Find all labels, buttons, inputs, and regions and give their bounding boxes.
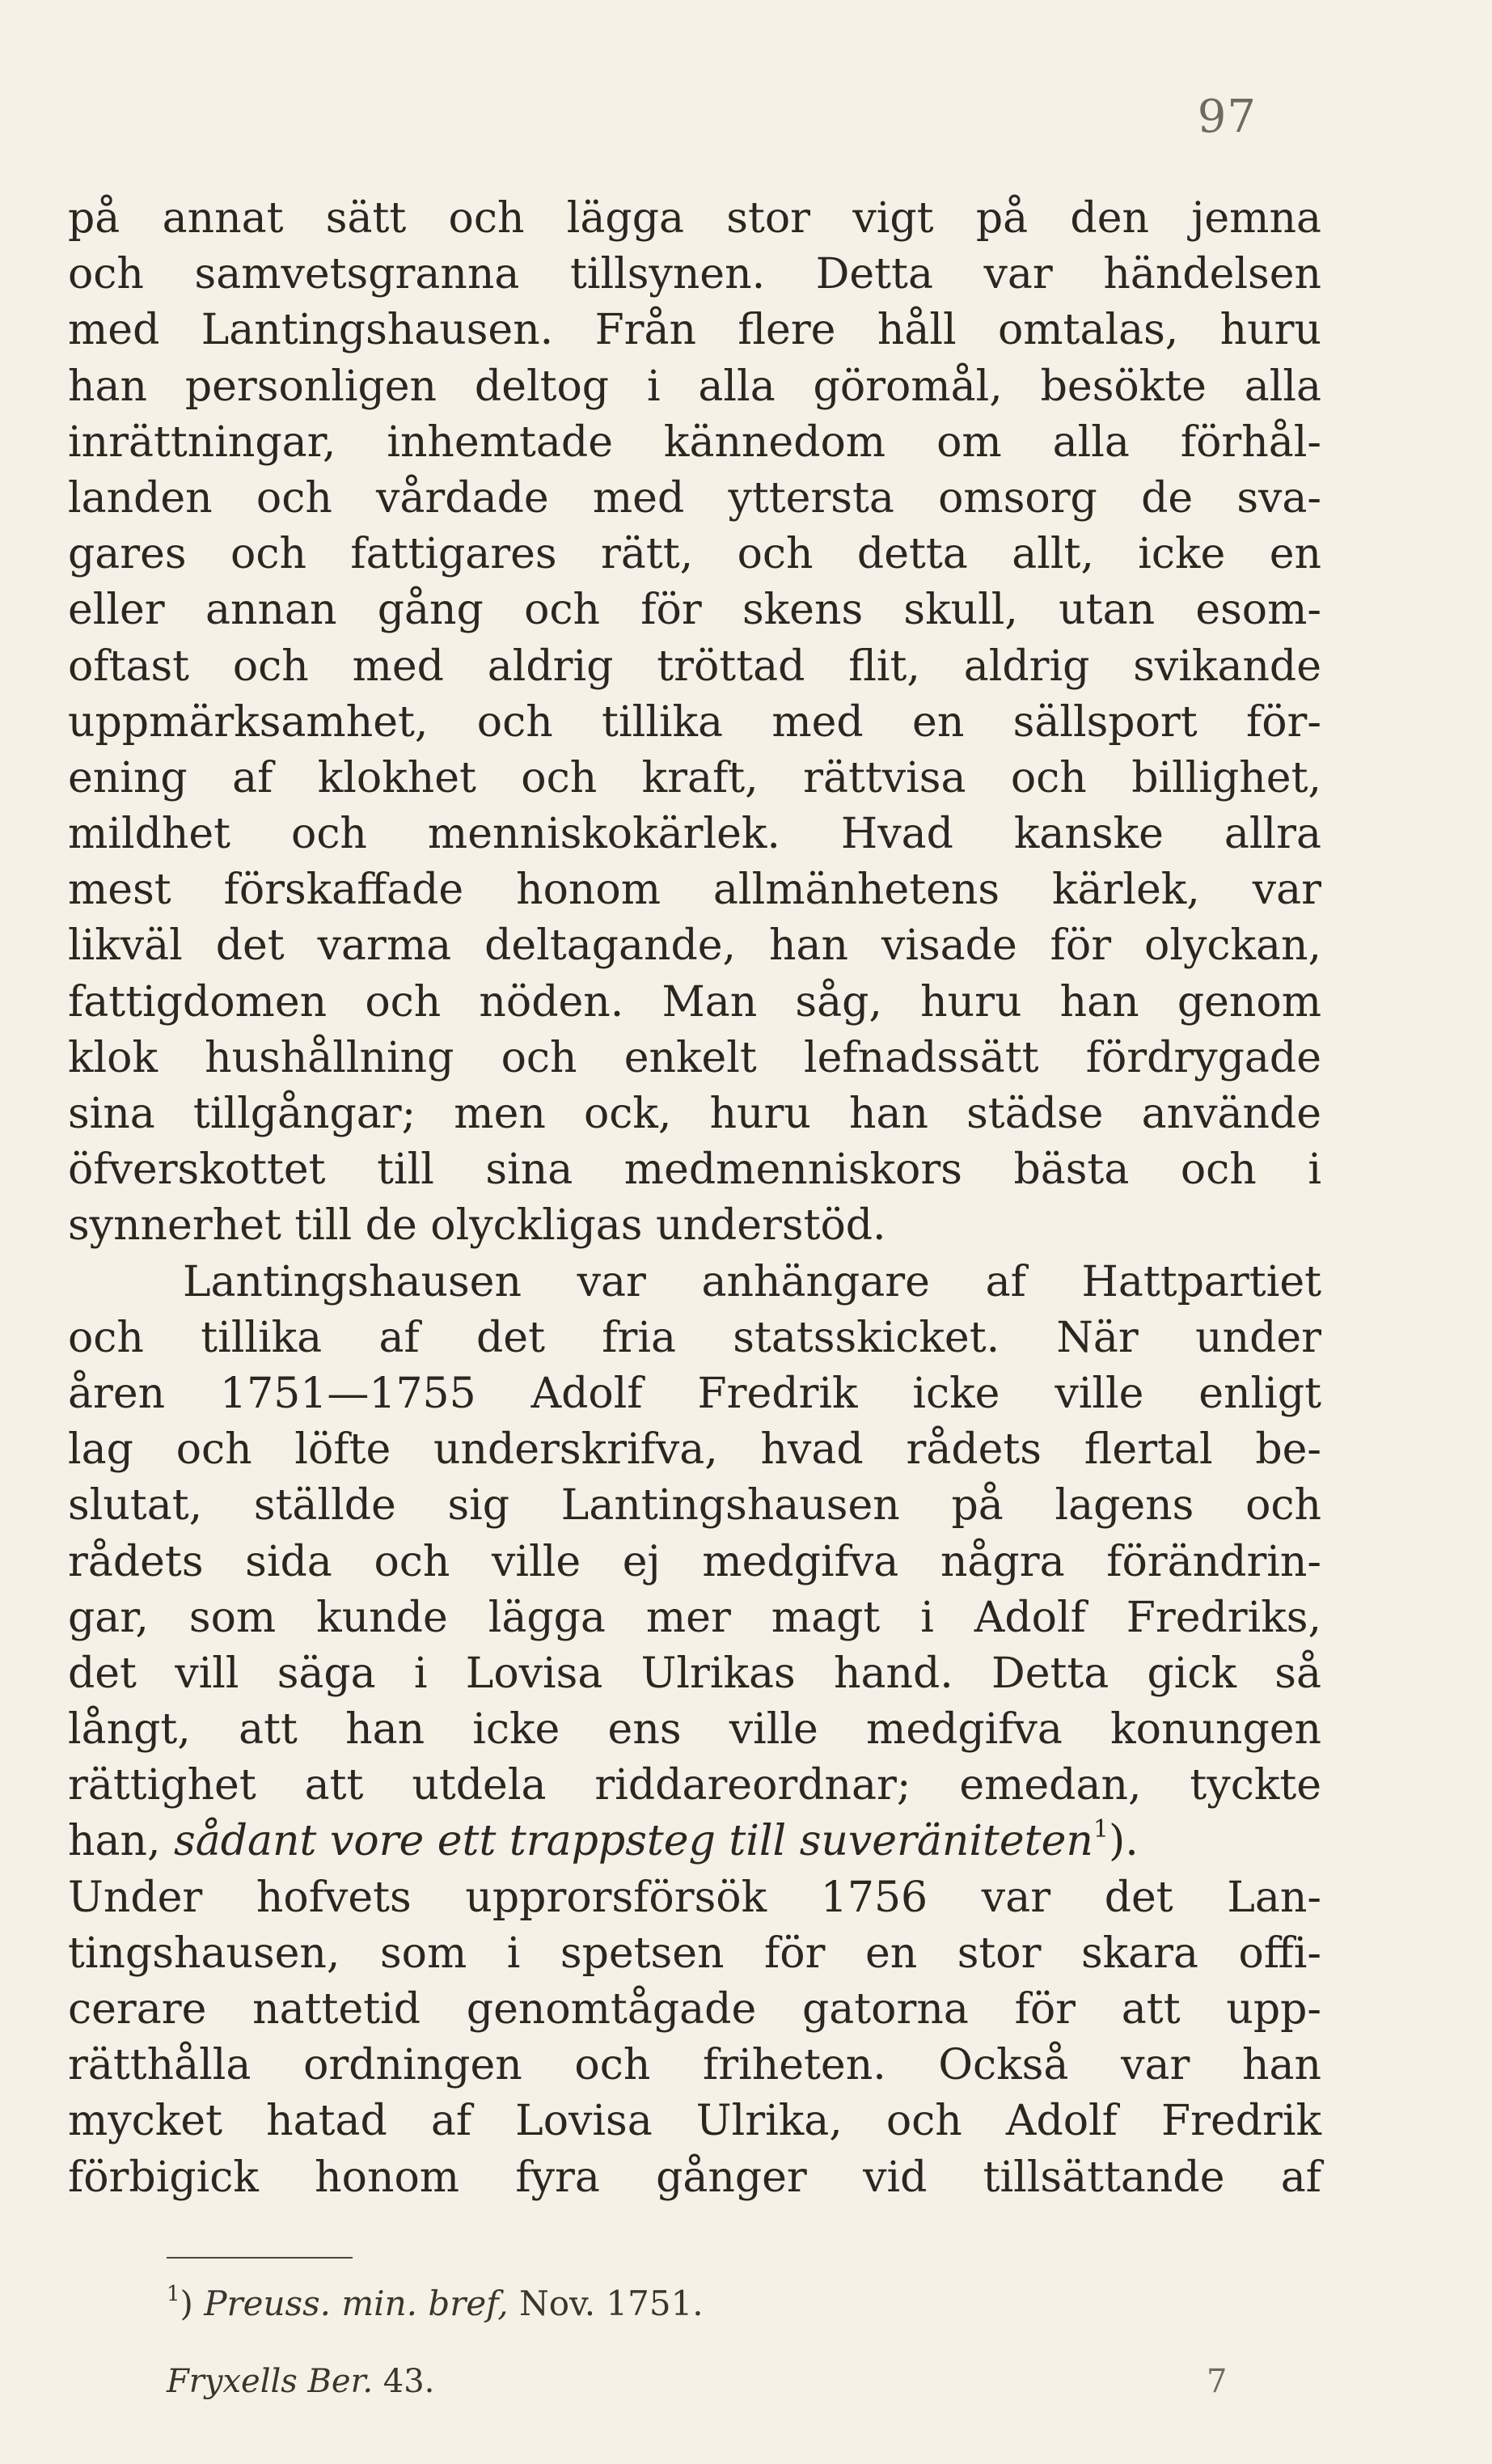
line-lead-text: han, xyxy=(68,1817,175,1866)
text-line: det vill säga i Lovisa Ulrikas hand. Detta gick så xyxy=(68,1649,1321,1698)
footnote-divider xyxy=(167,2257,353,2259)
text-line: tingshausen, som i spetsen för en stor skara offi- xyxy=(68,1928,1321,1978)
text-line: slutat, ställde sig Lantingshausen på lagens och xyxy=(68,1481,1321,1530)
signature-mark xyxy=(167,2360,434,2403)
text-line: klok hushållning och enkelt lefnadssätt fördrygade xyxy=(68,1033,1321,1082)
text-line: mest förskaffade honom allmänhetens kärlek, var xyxy=(68,866,1321,915)
text-line: cerare nattetid genomtågade gatorna för att upp- xyxy=(68,1985,1321,2034)
text-line: gares och fattigares rätt, och detta allt, icke en xyxy=(68,530,1321,579)
footnote-paren: ) xyxy=(180,2284,193,2323)
text-line: sina tillgångar; men ock, huru han städse använde xyxy=(68,1090,1321,1138)
text-line: likväl det varma deltagande, han visade för olyckan, xyxy=(68,921,1321,971)
text-line-with-footnote-ref xyxy=(68,1814,1321,1869)
text-line: landen och vårdade med yttersta omsorg de sva- xyxy=(68,473,1321,523)
body-text xyxy=(68,191,1321,2206)
text-line: långt, att han icke ens ville medgifva konungen xyxy=(68,1705,1321,1755)
text-line: och samvetsgranna tillsynen. Detta var händelsen xyxy=(68,250,1321,299)
text-line: oftast och med aldrig tröttad flit, aldrig svikande xyxy=(68,641,1321,691)
text-line: öfverskottet till sina medmenniskors bästa och i xyxy=(68,1145,1321,1195)
text-line: Under hofvets upprorsförsök 1756 var det Lan- xyxy=(68,1873,1321,1922)
footnote-marker: 1 xyxy=(167,2282,180,2306)
signature-volume: 43. xyxy=(383,2363,435,2400)
signature-name: Fryxells Ber. xyxy=(167,2363,374,2400)
page-number: 97 xyxy=(1197,91,1257,143)
sheet-number: 7 xyxy=(1207,2363,1228,2400)
line-tail-text: ). xyxy=(1108,1817,1139,1866)
text-line: rättighet att utdela riddareordnar; emedan, tyckte xyxy=(68,1761,1321,1810)
text-line: förbigick honom fyra gånger vid tillsättande af xyxy=(68,2153,1321,2202)
text-line: ening af klokhet och kraft, rättvisa och billighet, xyxy=(68,753,1321,802)
text-line: eller annan gång och för skens skull, utan esom- xyxy=(68,586,1321,635)
text-line: på annat sätt och lägga stor vigt på den jemna xyxy=(68,194,1321,243)
text-line: inrättningar, inhemtade kännedom om alla förhål- xyxy=(68,417,1321,467)
text-line: han personligen deltog i alla göromål, besökte alla xyxy=(68,362,1321,411)
text-line: med Lantingshausen. Från flere håll omtalas, huru xyxy=(68,306,1321,355)
text-line: lag och löfte underskrifva, hvad rådets flertal be- xyxy=(68,1425,1321,1475)
italic-quote: sådant vore ett trappsteg till suveräniteten xyxy=(174,1817,1093,1866)
text-line: fattigdomen och nöden. Man såg, huru han genom xyxy=(68,977,1321,1027)
text-line: gar, som kunde lägga mer magt i Adolf Fredriks, xyxy=(68,1593,1321,1642)
text-line: åren 1751—1755 Adolf Fredrik icke ville enligt xyxy=(68,1369,1321,1418)
paragraph-first-line: Lantingshausen var anhängare af Hattpartiet xyxy=(183,1257,1321,1306)
footnote xyxy=(167,2281,704,2326)
footnote-ref[interactable]: 1 xyxy=(1093,1815,1109,1844)
text-line: mildhet och menniskokärlek. Hvad kanske allra xyxy=(68,810,1321,859)
footnote-date: Nov. 1751. xyxy=(518,2284,704,2323)
text-line: och tillika af det fria statsskicket. När under xyxy=(68,1313,1321,1362)
text-line: uppmärksamhet, och tillika med en sällsport för- xyxy=(68,697,1321,747)
text-line: rätthålla ordningen och friheten. Också var han xyxy=(68,2041,1321,2090)
footnote-source: Preuss. min. bref, xyxy=(204,2284,509,2323)
text-line: mycket hatad af Lovisa Ulrika, och Adolf Fredrik xyxy=(68,2097,1321,2146)
text-line: rådets sida och ville ej medgifva några förändrin- xyxy=(68,1537,1321,1586)
text-line: synnerhet till de olyckligas understöd. xyxy=(68,1201,886,1251)
